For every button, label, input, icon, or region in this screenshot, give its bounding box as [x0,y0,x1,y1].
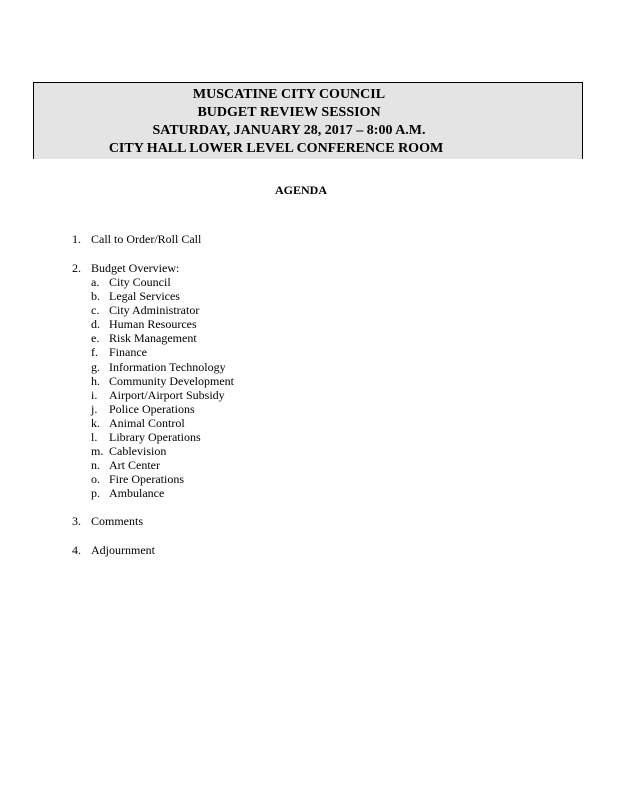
subitem-letter: j. [91,402,98,416]
agenda-item-text: Call to Order/Roll Call [91,232,202,246]
subitem-letter: h. [91,374,100,388]
subitem-text: Animal Control [109,416,185,430]
agenda-item-text: Comments [91,514,144,528]
agenda-item-number: 1. [72,232,81,246]
subitem-text: Cablevision [109,444,167,458]
subitem-text: Community Development [109,374,234,388]
subitem-letter: e. [91,331,100,345]
subitem-text: City Council [109,275,171,289]
subitem-text: Legal Services [109,289,180,303]
subitem-letter: i. [91,388,98,402]
header-location: CITY HALL LOWER LEVEL CONFERENCE ROOM [108,141,444,156]
subitem-text: Art Center [109,458,160,472]
agenda-item-number: 2. [72,261,81,275]
subitem-text: Fire Operations [109,472,184,486]
header-session-title: BUDGET REVIEW SESSION [197,105,381,120]
subitem-text: Risk Management [109,331,197,345]
agenda-item-text: Adjournment [91,543,155,557]
subitem-text: Ambulance [109,486,165,500]
header-date-time: SATURDAY, JANUARY 28, 2017 – 8:00 A.M. [152,123,426,138]
subitem-text: Human Resources [109,317,197,331]
subitem-letter: l. [91,430,98,444]
header-council-name: MUSCATINE CITY COUNCIL [192,87,386,102]
subitem-letter: d. [91,317,100,331]
subitem-text: City Administrator [109,303,200,317]
subitem-text: Finance [109,345,147,359]
subitem-text: Airport/Airport Subsidy [109,388,225,402]
subitem-letter: b. [91,289,100,303]
subitem-text: Information Technology [109,360,226,374]
subitem-letter: a. [91,275,100,289]
subitem-letter: p. [91,486,100,500]
subitem-text: Library Operations [109,430,201,444]
subitem-letter: m. [91,444,104,458]
subitem-letter: f. [91,345,98,359]
subitem-letter: c. [91,303,100,317]
agenda-heading: AGENDA [274,183,328,197]
subitem-letter: o. [91,472,100,486]
subitem-letter: g. [91,360,100,374]
agenda-item-number: 4. [72,543,81,557]
agenda-item-text: Budget Overview: [91,261,180,275]
subitem-letter: k. [91,416,100,430]
agenda-item-number: 3. [72,514,81,528]
subitem-text: Police Operations [109,402,195,416]
subitem-letter: n. [91,458,100,472]
